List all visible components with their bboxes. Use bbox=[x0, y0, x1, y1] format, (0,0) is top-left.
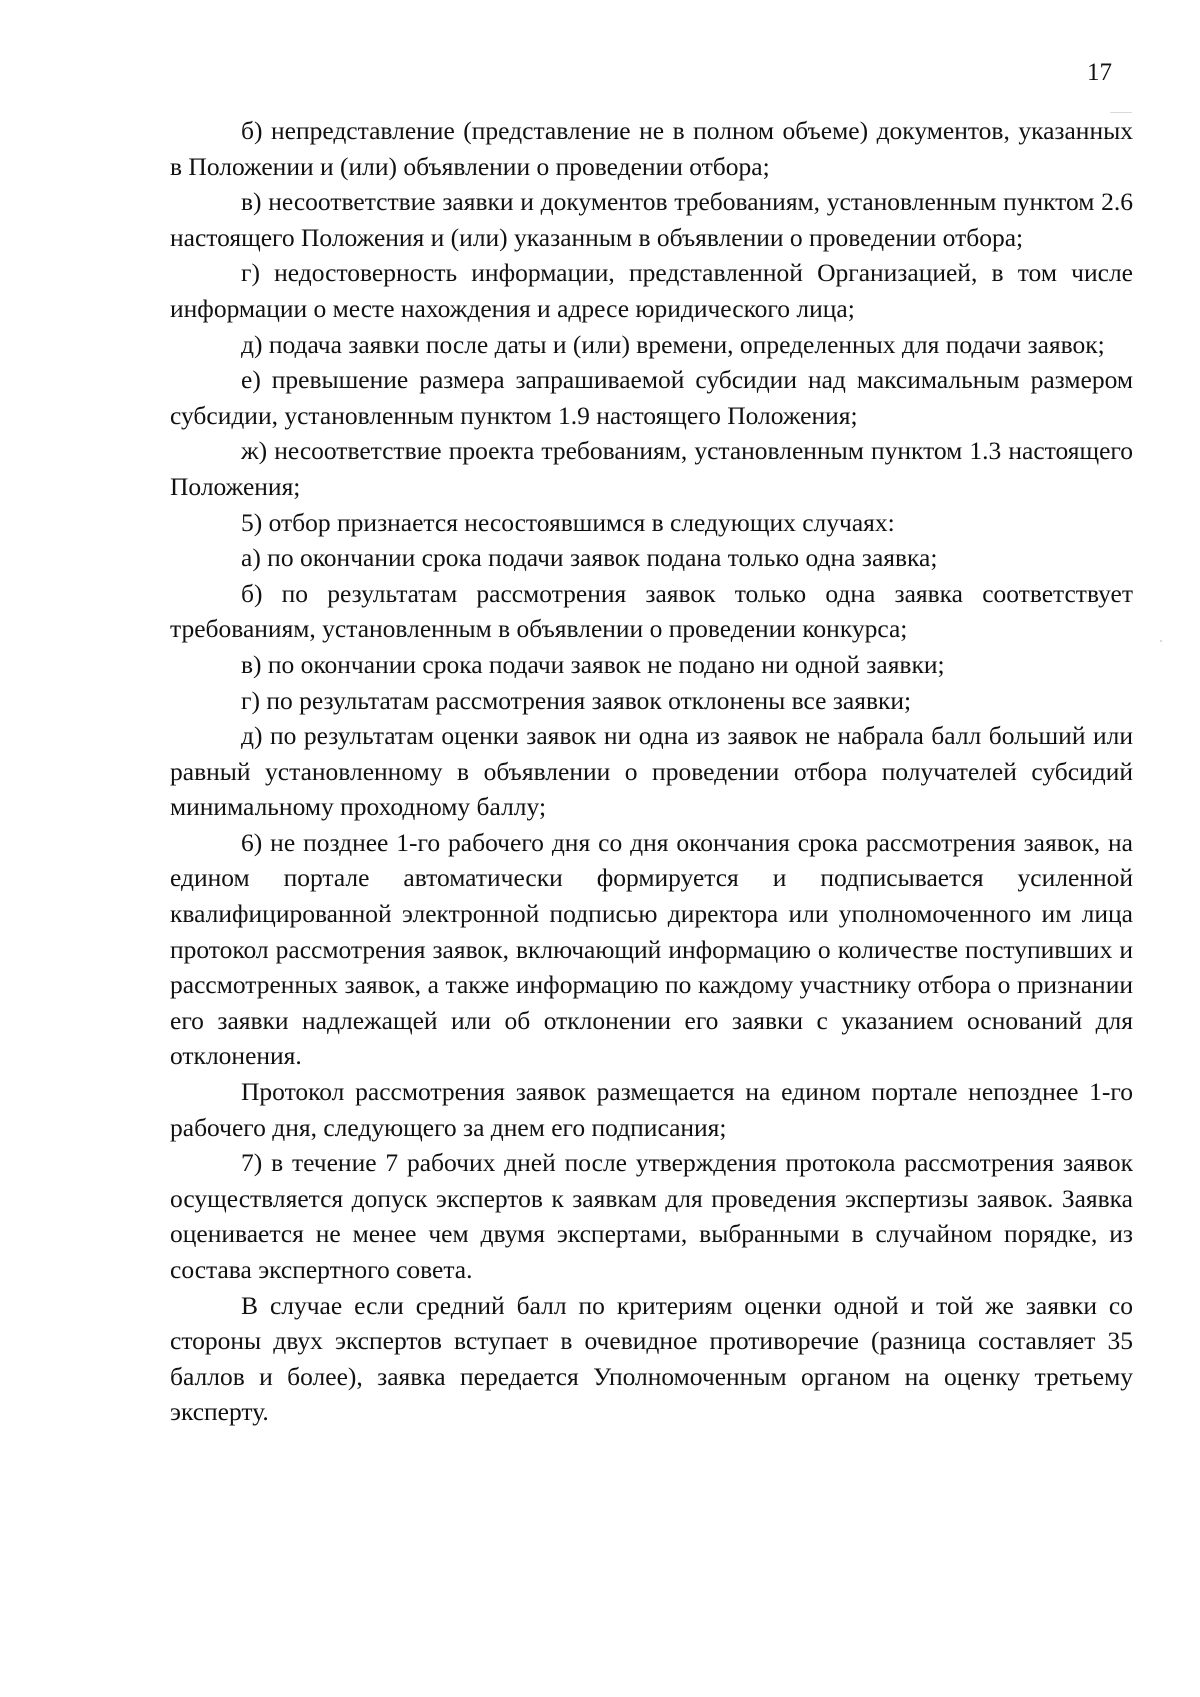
paragraph-7-expert-review: 7) в течение 7 рабочих дней после утверждения протокола рассмотрения заявок осуществляется допуск экспертов к заявкам для проведения экспертизы заявок. Заявка оценивается не менее чем двумя экспертами, выбранными в случайном порядке, из состава экспертного совета. bbox=[170, 1148, 1133, 1284]
scan-artifact bbox=[1110, 112, 1132, 113]
paragraph-b-single-compliant: б) по результатам рассмотрения заявок только одна заявка соответствует требованиям, установленным в объявлении о проведении конкурса; bbox=[170, 578, 1133, 644]
paragraph-g-unreliable-info: г) недостоверность информации, представленной Организацией, в том числе информации о месте нахождения и адресе юридического лица; bbox=[170, 258, 1133, 323]
paragraph-d-late-submission: д) подача заявки после даты и (или) времени, определенных для подачи заявок; bbox=[241, 329, 1105, 359]
paragraph-d-min-score: д) по результатам оценки заявок ни одна из заявок не набрала балл больший или равный установленному в объявлении о проведении отбора получателей субсидий минимальному проходному баллу; bbox=[170, 721, 1133, 822]
document-body bbox=[170, 113, 1133, 1430]
paragraph-third-expert: В случае если средний балл по критериям оценки одной и той же заявки со стороны двух экспертов вступает в очевидное противоречие (разница составляет 35 баллов и более), заявка передается Уполномоченным органом на оценку третьему эксперту. bbox=[170, 1290, 1133, 1427]
paragraph-v-noncompliance: в) несоответствие заявки и документов требованиям, установленным пунктом 2.6 настоящего Положения и (или) указанным в объявлении о проведении отбора; bbox=[170, 187, 1133, 252]
paragraph-b-nonsubmission: б) непредставление (представление не в полном объеме) документов, указанных в Положении и (или) объявлении о проведении отбора; bbox=[170, 116, 1133, 181]
paragraph-g-all-rejected: г) по результатам рассмотрения заявок отклонены все заявки; bbox=[241, 685, 912, 715]
paragraph-a-single-application: а) по окончании срока подачи заявок подана только одна заявка; bbox=[241, 543, 938, 573]
paragraph-zh-project-noncompliance: ж) несоответствие проекта требованиям, установленным пунктом 1.3 настоящего Положения; bbox=[170, 436, 1133, 501]
scan-artifact bbox=[1160, 640, 1162, 642]
paragraph-e-subsidy-excess: е) превышение размера запрашиваемой субсидии над максимальным размером субсидии, установленным пунктом 1.9 настоящего Положения; bbox=[170, 365, 1133, 430]
paragraph-6-protocol: 6) не позднее 1-го рабочего дня со дня окончания срока рассмотрения заявок, на едином портале автоматически формируется и подписывается усиленной квалифицированной электронной подписью директора или уполномоченного им лица протокол рассмотрения заявок, включающий информацию о количестве поступивших и рассмотренных заявок, а также информацию по каждому участнику отбора о признании его заявки надлежащей или об отклонении его заявки с указанием оснований для отклонения. bbox=[170, 827, 1133, 1071]
paragraph-v-no-applications: в) по окончании срока подачи заявок не подано ни одной заявки; bbox=[241, 649, 945, 679]
paragraph-protocol-publication: Протокол рассмотрения заявок размещается на едином портале непозднее 1-го рабочего дня, следующего за днем его подписания; bbox=[170, 1077, 1133, 1142]
paragraph-5-failed-selection: 5) отбор признается несостоявшимся в следующих случаях: bbox=[241, 507, 895, 537]
page-number: 17 bbox=[1087, 59, 1112, 86]
